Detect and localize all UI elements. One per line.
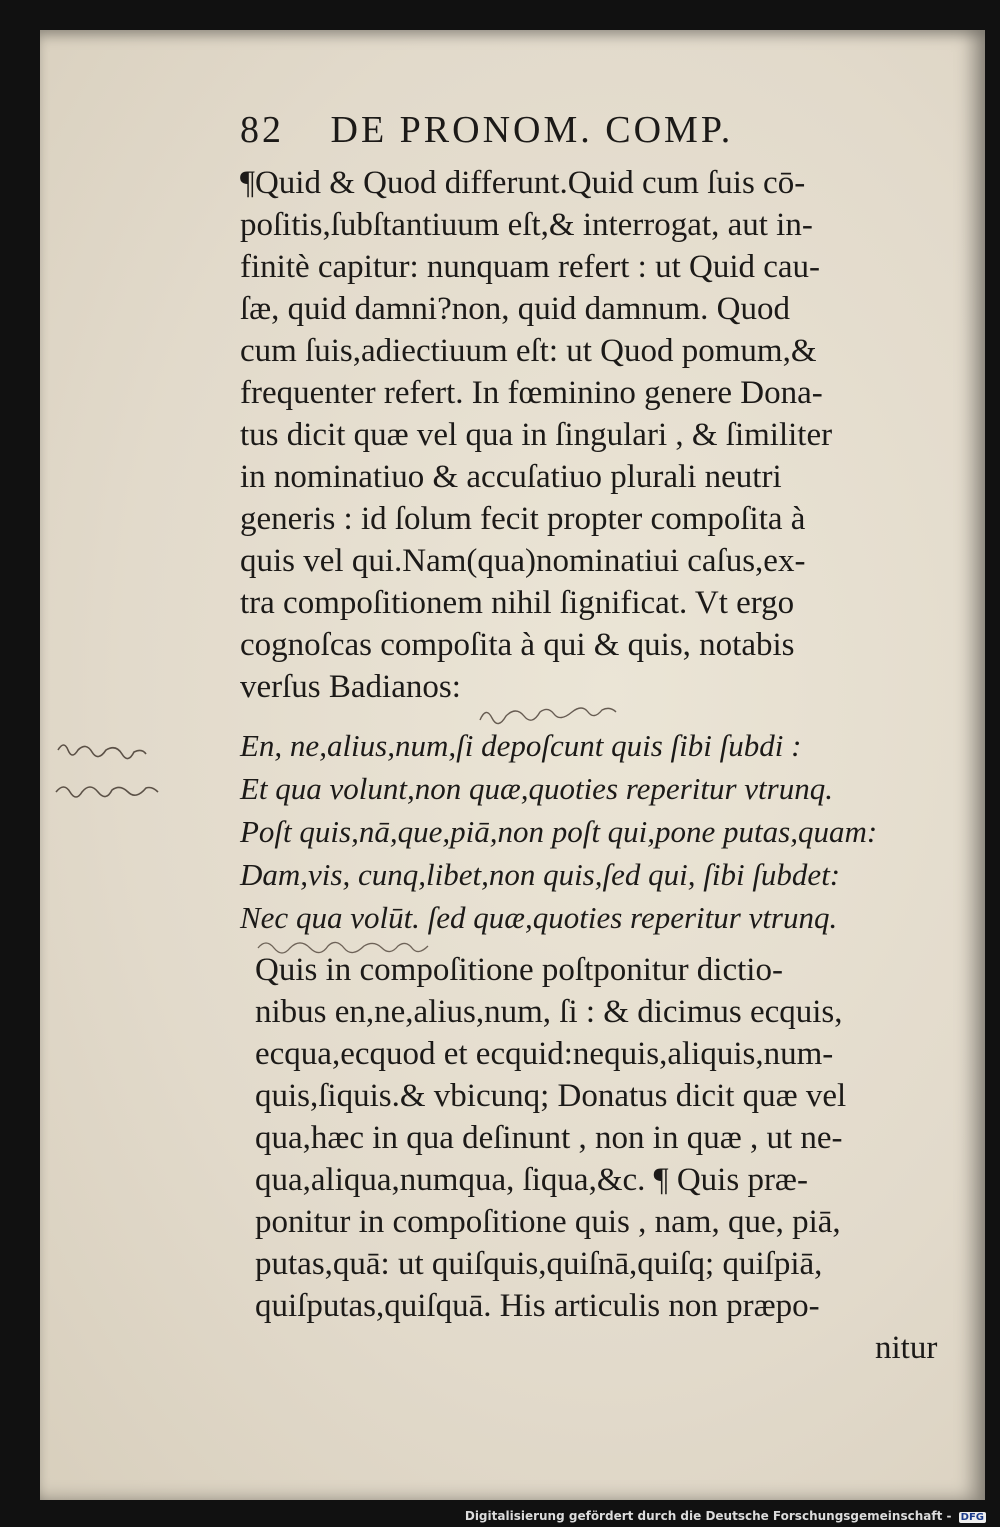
catchword: nitur [875, 1330, 938, 1366]
verse-line: Et qua volunt,non quæ,quoties reperitur vtrunq. [240, 771, 833, 806]
prose-line: quis vel qui.Nam(qua)nominatiui caſus,ex- [240, 543, 806, 579]
book-page [40, 30, 985, 1500]
verse-line: Poſt quis,nā,que,piā,non poſt qui,pone putas,quam: [240, 814, 878, 849]
prose-line: ¶Quid & Quod differunt.Quid cum ſuis cō- [240, 165, 806, 201]
prose-line: verſus Badianos: [240, 669, 461, 705]
footer-text: Digitalisierung gefördert durch die Deutsche Forschungsgemeinschaft - [464, 1509, 952, 1523]
prose-line: cognoſcas compoſita à qui & quis, notabis [240, 627, 795, 663]
prose-line: poſitis,ſubſtantiuum eſt,& interrogat, aut in- [240, 207, 813, 243]
marginal-handwriting [50, 730, 210, 820]
prose-line: tra compoſitionem nihil ſignificat. Vt ergo [240, 585, 795, 621]
running-head-title: DE PRONOM. COMP. [330, 109, 734, 151]
digitization-footer [465, 1509, 986, 1523]
prose-line: cum ſuis,adiectiuum eſt: ut Quod pomum,& [240, 333, 817, 369]
prose-line: finitè capitur: nunquam refert : ut Quid cau- [240, 249, 821, 285]
page-number: 82 [240, 109, 284, 151]
running-head [240, 108, 733, 152]
prose-line: quis,ſiquis.& vbicunq; Donatus dicit quæ vel [255, 1078, 847, 1114]
interlinear-handwriting [470, 690, 700, 730]
prose-line: nibus en,ne,alius,num, ſi : & dicimus ecquis, [255, 994, 843, 1030]
verse-line: En, ne,alius,num,ſi depoſcunt quis ſibi ſubdi : [240, 728, 802, 763]
prose-line: in nominatiuo & accuſatiuo plurali neutri [240, 459, 782, 495]
prose-line: ecqua,ecquod et ecquid:nequis,aliquis,num- [255, 1036, 834, 1072]
prose-line: Quis in compoſitione poſtponitur dictio- [255, 952, 783, 988]
prose-line: putas,quā: ut quiſquis,quiſnā,quiſq; quiſpiā, [255, 1246, 823, 1282]
interlinear-handwriting [250, 930, 510, 960]
prose-line: ponitur in compoſitione quis , nam, que, piā, [255, 1204, 841, 1240]
prose-line: quiſputas,quiſquā. His articulis non præpo- [255, 1288, 820, 1324]
prose-line: ſæ, quid damni?non, quid damnum. Quod [240, 291, 790, 327]
prose-line: generis : id ſolum fecit propter compoſita à [240, 501, 806, 537]
verse-line: Dam,vis, cunq,libet,non quis,ſed qui, ſibi ſubdet: [240, 857, 841, 892]
prose-line: frequenter refert. In fœminino genere Dona- [240, 375, 823, 411]
dfg-logo: DFG [960, 1512, 984, 1523]
prose-line: tus dicit quæ vel qua in ſingulari , & ſimiliter [240, 417, 833, 453]
prose-line: qua,hæc in qua deſinunt , non in quæ , ut ne- [255, 1120, 843, 1156]
prose-line: qua,aliqua,numqua, ſiqua,&c. ¶ Quis præ- [255, 1162, 808, 1198]
verse-line: Nec qua volūt. ſed quæ,quoties reperitur vtrunq. [240, 900, 838, 935]
